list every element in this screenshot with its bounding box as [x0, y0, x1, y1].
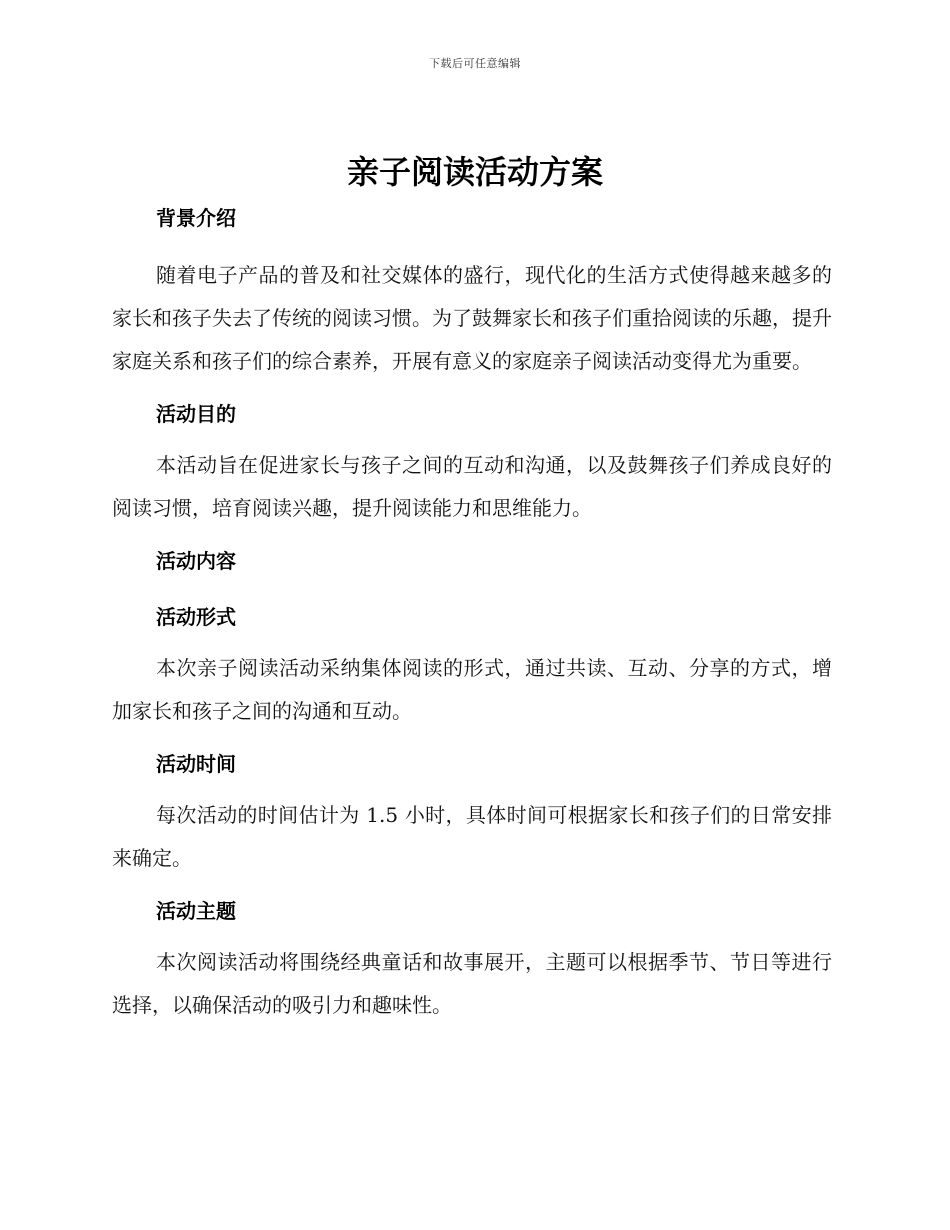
section-body-time: 每次活动的时间估计为 1.5 小时，具体时间可根据家长和孩子们的日常安排来确定。	[112, 803, 832, 870]
section-body-format: 本次亲子阅读活动采纳集体阅读的形式，通过共读、互动、分享的方式，增加家长和孩子之间的沟通和互动。	[112, 656, 832, 723]
section-heading-time: 活动时间	[156, 752, 236, 776]
section-body-theme: 本次阅读活动将围绕经典童话和故事展开，主题可以根据季节、节日等进行选择，以确保活动的吸引力和趣味性。	[112, 950, 832, 1017]
section-heading-purpose: 活动目的	[156, 402, 236, 426]
header-note: 下载后可任意编辑	[429, 57, 521, 70]
section-body-background: 随着电子产品的普及和社交媒体的盛行，现代化的生活方式使得越来越多的家长和孩子失去了传统的阅读习惯。为了鼓舞家长和孩子们重拾阅读的乐趣，提升家庭关系和孩子们的综合素养，开展有意义的家庭亲子阅读活动变得尤为重要。	[112, 263, 832, 373]
section-body-purpose: 本活动旨在促进家长与孩子之间的互动和沟通，以及鼓舞孩子们养成良好的阅读习惯，培育阅读兴趣，提升阅读能力和思维能力。	[112, 453, 832, 520]
page-title: 亲子阅读活动方案	[346, 153, 603, 191]
section-heading-background: 背景介绍	[156, 206, 236, 230]
section-heading-theme: 活动主题	[156, 899, 236, 923]
section-heading-format: 活动形式	[156, 605, 236, 629]
document-body	[112, 202, 832, 1027]
section-heading-content: 活动内容	[156, 549, 236, 573]
